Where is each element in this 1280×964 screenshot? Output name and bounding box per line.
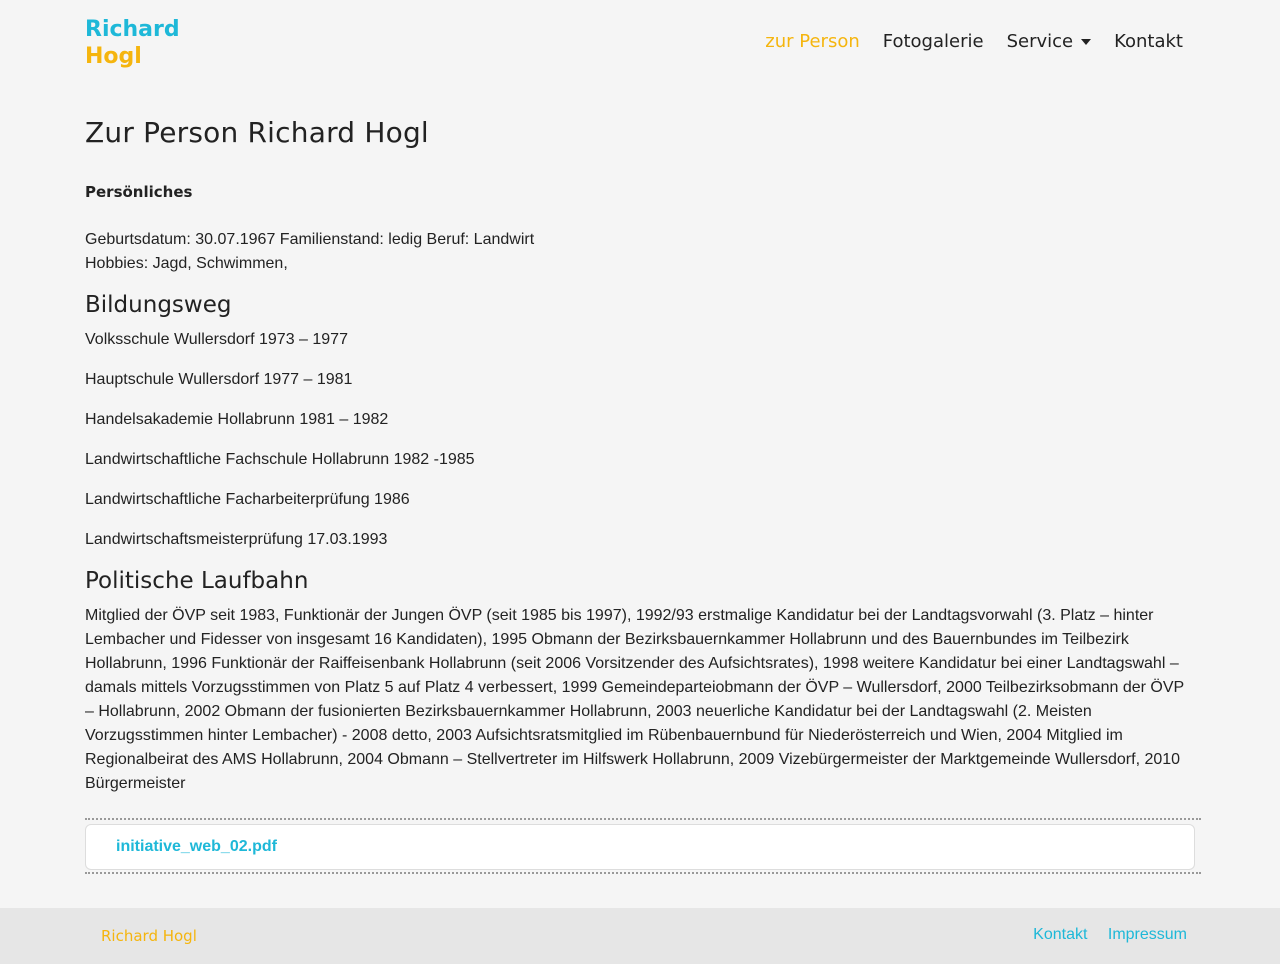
education-item: Handelsakademie Hollabrunn 1981 – 1982 — [85, 411, 389, 428]
attachment-section — [85, 818, 1201, 874]
footer-brand: Richard Hogl — [101, 927, 197, 945]
nav-zur-person[interactable]: zur Person — [765, 31, 860, 52]
site-logo[interactable] — [85, 16, 180, 70]
education-item: Hauptschule Wullersdorf 1977 – 1981 — [85, 371, 353, 388]
politics-text: Mitglied der ÖVP seit 1983, Funktionär der Jungen ÖVP (seit 1985 bis 1997), 1992/93 erstmalige Kandidatur bei der Landtagsvorwahl (3. Platz – hinter Lembacher und Fidesser von insgesamt 16 Kandidaten), 1995 Obmann der Bezirksbauernkammer Hollabrunn und des Bauernbundes im Teilbezirk Hollabrunn, 1996 Funktionär der Raiffeisenbank Hollabrunn (seit 2006 Vorsitzender des Aufsichtsrates), 1998 weitere Kandidatur bei einer Landtagswahl – damals mittels Vorzugsstimmen von Platz 5 auf Platz 4 verbessert, 1999 Gemeindeparteiobmann der ÖVP – Wullersdorf, 2000 Teilbezirksobmann der ÖVP – Hollabrunn, 2002 Obmann der fusionierten Bezirksbauernkammer Hollabrunn, 2003 neuerliche Kandidatur bei der Landtagswahl (2. Meisten Vorzugsstimmen hinter Lembacher) - 2008 detto, 2003 Aufsichtsratsmitglied im Rübenbauernbund für Niederösterreich und Wien, 2004 Mitglied im Regionalbeirat des AMS Hollabrunn, 2004 Obmann – Stellvertreter im Hilfswerk Hollabrunn, 2009 Vizebürgermeister der Marktgemeinde Wullersdorf, 2010 Bürgermeister — [85, 607, 1184, 792]
education-item: Landwirtschaftliche Facharbeiterprüfung 1986 — [85, 491, 410, 508]
main-nav — [742, 31, 1183, 52]
nav-fotogalerie[interactable]: Fotogalerie — [882, 31, 984, 52]
page-title: Zur Person Richard Hogl — [85, 116, 429, 149]
politics-heading: Politische Laufbahn — [85, 568, 309, 594]
education-heading: Bildungsweg — [85, 292, 232, 318]
site-footer — [0, 908, 1280, 964]
attachment-link[interactable]: initiative_web_02.pdf — [116, 838, 277, 855]
education-item: Landwirtschaftsmeisterprüfung 17.03.1993 — [85, 531, 388, 548]
nav-service-label: Service — [1006, 31, 1074, 52]
footer-links — [1017, 926, 1187, 944]
logo-line1: Richard — [85, 17, 180, 42]
education-item: Landwirtschaftliche Fachschule Hollabrunn 1982 -1985 — [85, 451, 475, 468]
site-header — [85, 0, 1195, 90]
attachment-box — [85, 824, 1195, 870]
footer-link-impressum[interactable]: Impressum — [1107, 926, 1187, 943]
personal-info — [85, 228, 534, 276]
section-subtitle: Persönliches — [85, 183, 193, 201]
education-item: Volksschule Wullersdorf 1973 – 1977 — [85, 331, 348, 348]
caret-down-icon — [1081, 39, 1091, 45]
nav-service[interactable] — [1007, 31, 1092, 52]
personal-line1: Geburtsdatum: 30.07.1967 Familienstand: ledig Beruf: Landwirt — [85, 231, 535, 248]
logo-line2: Hogl — [85, 44, 142, 69]
personal-line2: Hobbies: Jagd, Schwimmen, — [85, 255, 288, 272]
footer-link-kontakt[interactable]: Kontakt — [1033, 926, 1088, 943]
education-list — [85, 328, 475, 568]
nav-kontakt[interactable]: Kontakt — [1114, 31, 1183, 52]
